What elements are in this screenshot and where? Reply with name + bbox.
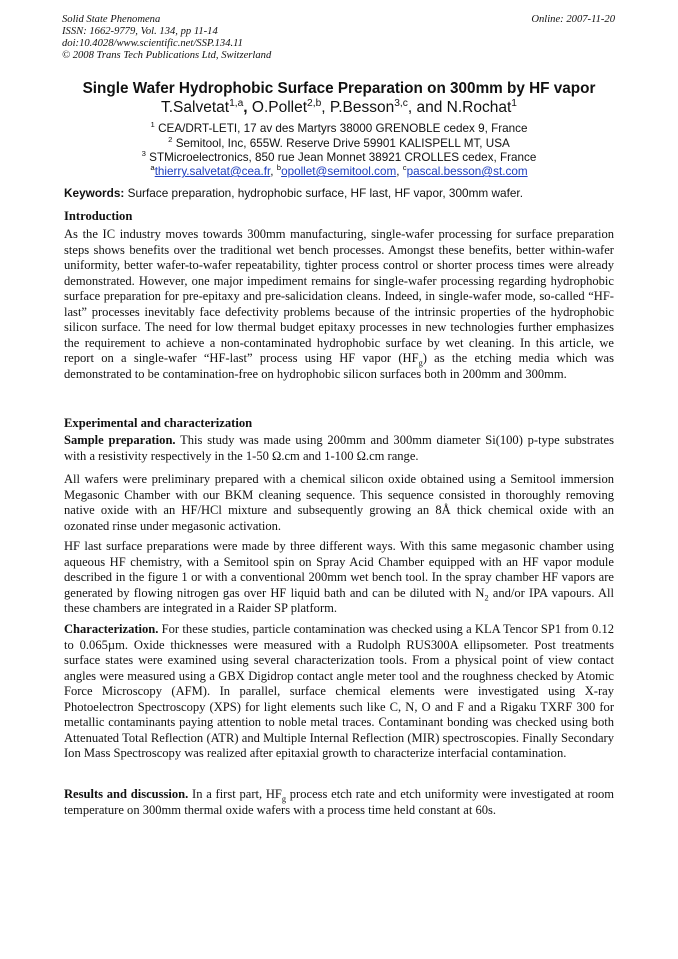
journal-name: Solid State Phenomena [62, 14, 161, 25]
keywords [64, 186, 624, 200]
doi-line: doi:10.4028/www.scientific.net/SSP.134.11 [62, 38, 243, 49]
wafer-prep-paragraph: All wafers were preliminary prepared with a chemical silicon oxide obtained using a Semitool immersion Megasonic Chamber with our BKM cleaning sequence. This sequence consisted in thoroughly removing native oxide with an HF/HCl mixture and subsequently growing an 8Å thick chemical oxide with an ozonated rinse under megasonic activation. [64, 472, 614, 533]
author-name: P.Besson [329, 99, 395, 116]
email-separator: , [396, 165, 403, 178]
email-tag: a [150, 163, 155, 173]
author-affil-mark: 1 [511, 97, 517, 109]
keywords-label: Keywords: [64, 186, 125, 200]
heading-introduction: Introduction [64, 209, 133, 223]
affil-text: STMicroelectronics, 850 rue Jean Monnet 38921 CROLLES cedex, France [149, 151, 537, 164]
sample-prep-paragraph [64, 433, 614, 464]
paragraph-text: In a first part, HF [188, 787, 282, 801]
author-affil-mark: 1,a [229, 97, 244, 109]
online-date: Online: 2007-11-20 [531, 14, 615, 25]
affiliation-2 [0, 134, 678, 150]
hf-last-paragraph [64, 539, 614, 617]
email-separator: , [270, 165, 277, 178]
author-name: N.Rochat [446, 99, 512, 116]
heading-experimental: Experimental and characterization [64, 416, 253, 430]
affiliation-1 [0, 122, 678, 135]
run-in-heading: Sample preparation. [64, 433, 176, 447]
author-separator: , [243, 99, 248, 116]
author-affil-mark: 2,b [307, 97, 322, 109]
paragraph-text: For these studies, particle contamination was checked using a KLA Tencor SP1 from 0.12 to 0.065µm. Oxide thicknesses were measured with a Rudolph RUS300A ellipsometer. Post treatments surface states were examined using several characterization tools. From a physical point of view contact angles were measured using a GBX Digidrop contact angle meter tool and the roughness checked by Atomic Force Microscopy (AFM). In parallel, surface chemical elements were investigated using X-ray Photoelectron Spectroscopy (XPS) for light elements such like C, N, O and F and a Rigaku TXRF 300 for metallic contaminants paying attention to noble metal traces. Contaminant bonding was checked using both Attenuated Total Reflection (ATR) and Multiple Internal Reflection (MIR) spectroscopies. Finally Secondary Ion Mass Spectroscopy was realized after epitaxial growth to characterize interfacial contamination. [64, 622, 614, 760]
affil-number: 1 [150, 120, 155, 130]
author-affil-mark: 3,c [394, 97, 408, 109]
affiliation-3 [0, 151, 678, 164]
email-tag: b [276, 163, 282, 173]
email-tag: c [402, 163, 407, 173]
intro-text: As the IC industry moves towards 300mm manufacturing, single-wafer processing for surface preparation steps shows benefits over the traditional wet bench processes. Amongst these benefits, better within-wafer uniformity, better wafer-to-wafer repeatability, tighter process control or shorter process times were already demonstrated. However, one major impediment remains for single-wafer processing regarding hydrophobic surface preparation for pre-epitaxy and pre-salicidation cleans. Indeed, in single-wafer mode, so-called “HF-last” processes inevitably face defectivity problems because of the intrinsic properties of the hydrophobic silicon surface. The need for low thermal budget epitaxy processes in new technologies further emphasizes the requirement to achieve a non-contaminated hydrophobic surface by wet cleaning. In this article, we report on a single-wafer “HF-last” process using HF vapor (HF [64, 227, 614, 365]
author-list [0, 99, 678, 117]
affil-text: CEA/DRT-LETI, 17 av des Martyrs 38000 GRENOBLE cedex 9, France [158, 122, 528, 135]
intro-text-cont: ) as the etching media which was demonstrated to be contamination-free on hydrophobic silicon surfaces both in 200mm and 300mm. [64, 351, 614, 381]
results-paragraph [64, 787, 614, 818]
paragraph-text: HF last surface preparations were made by three different ways. With this same megasonic chamber using aqueous HF chemistry, with a Semitool spin on Spray Acid Chamber equipped with an HF vapor module described in the figure 1 or with a conventional 200mm wet bench tool. In the spray chamber HF vapors are generated by flowing nitrogen gas over HF liquid bath and can be diluted with N [64, 539, 614, 600]
paragraph-text-cont: process etch rate and etch uniformity were investigated at room temperature on 300mm thermal oxide wafers with a process time held constant at 60s. [64, 787, 614, 817]
characterization-paragraph [64, 622, 614, 762]
journal-header [62, 14, 615, 62]
email-line [0, 165, 678, 178]
keywords-text: Surface preparation, hydrophobic surface, HF last, HF vapor, 300mm wafer. [127, 186, 523, 200]
email-link-besson[interactable]: pascal.besson@st.com [406, 165, 528, 178]
subscript: g [418, 358, 423, 368]
run-in-heading: Characterization. [64, 622, 159, 636]
subscript: g [281, 794, 287, 804]
run-in-heading: Results and discussion. [64, 787, 189, 801]
paragraph-text: This study was made using 200mm and 300mm diameter Si(100) p-type substrates with a resistivity respectively in the 1-50 Ω.cm and 1-100 Ω.cm range. [64, 433, 614, 463]
author-separator: , [321, 99, 326, 116]
copyright-line: © 2008 Trans Tech Publications Ltd, Switzerland [62, 50, 272, 61]
affil-number: 3 [141, 149, 146, 159]
affil-number: 2 [168, 134, 173, 144]
paragraph-text-cont: and/or IPA vapours. All these chambers are integrated in a Raider SP platform. [64, 585, 614, 615]
affil-text: Semitool, Inc, 655W. Reserve Drive 59901 KALISPELL MT, USA [175, 136, 510, 150]
email-link-salvetat[interactable]: thierry.salvetat@cea.fr [154, 165, 271, 178]
subscript: 2 [484, 593, 489, 602]
author-and: , and [407, 99, 447, 116]
issn-line: ISSN: 1662-9779, Vol. 134, pp 11-14 [62, 26, 218, 37]
intro-paragraph [64, 227, 614, 382]
author-name: O.Pollet [251, 99, 308, 116]
author-name: T.Salvetat [161, 99, 230, 116]
email-link-pollet[interactable]: opollet@semitool.com [281, 165, 397, 178]
paper-title: Single Wafer Hydrophobic Surface Preparation on 300mm by HF vapor [82, 80, 596, 97]
